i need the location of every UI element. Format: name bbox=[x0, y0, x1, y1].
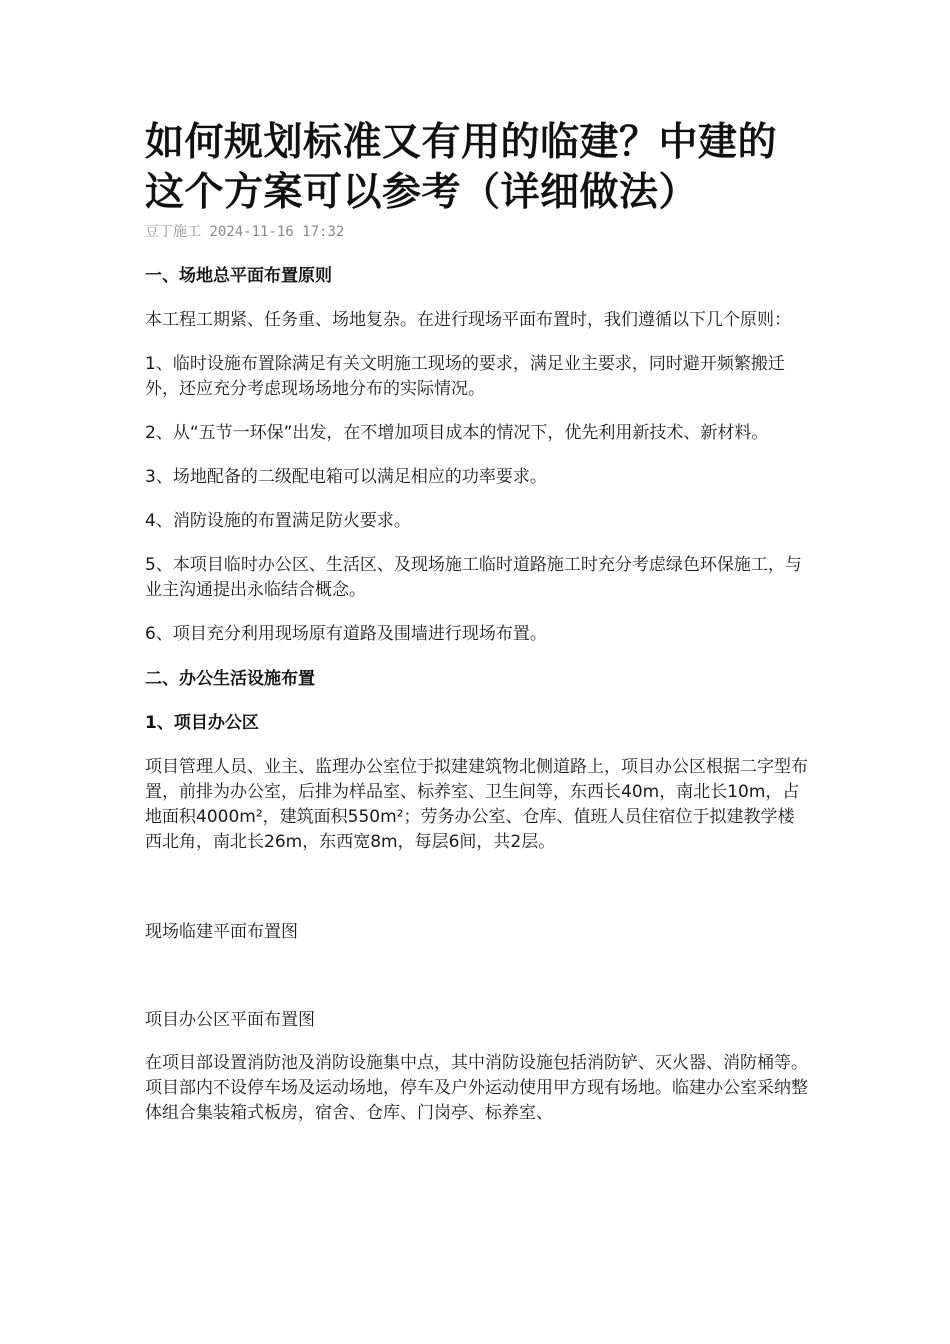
article-source: 豆丁施工 bbox=[145, 224, 201, 240]
paragraph-principle-4: 4、消防设施的布置满足防火要求。 bbox=[145, 511, 411, 531]
section-heading-2: 二、办公生活设施布置 bbox=[145, 669, 315, 689]
figure-caption-site-plan: 现场临建平面布置图 bbox=[145, 922, 298, 942]
article-title: 如何规划标准又有用的临建？中建的这个方案可以参考（详细做法） bbox=[145, 120, 778, 215]
paragraph-principle-6: 6、项目充分利用现场原有道路及围墙进行现场布置。 bbox=[145, 624, 547, 644]
section-heading-1: 一、场地总平面布置原则 bbox=[145, 266, 332, 286]
paragraph-principle-2: 2、从“五节一环保”出发，在不增加项目成本的情况下，优先利用新技术、新材料。 bbox=[145, 423, 769, 443]
paragraph-fire-facilities: 在项目部设置消防池及消防设施集中点，其中消防设施包括消防铲、灭火器、消防桶等。项目部内不设停车场及运动场地，停车及户外运动使用甲方现有场地。临建办公室采纳整体组合集装箱式板房，宿舍、仓库、门岗亭、标养室、 bbox=[145, 1053, 808, 1123]
article bbox=[145, 118, 810, 1126]
figure-caption-office-plan: 项目办公区平面布置图 bbox=[145, 1010, 315, 1030]
subsection-heading-office: 1、项目办公区 bbox=[145, 713, 259, 733]
article-meta bbox=[145, 222, 810, 242]
paragraph-principle-3: 3、场地配备的二级配电箱可以满足相应的功率要求。 bbox=[145, 467, 547, 487]
paragraph-office: 项目管理人员、业主、监理办公室位于拟建建筑物北侧道路上，项目办公区根据二字型布置，前排为办公室，后排为样品室、标养室、卫生间等，东西长40m，南北长10m，占地面积4000m²，建筑面积550m²；劳务办公室、仓库、值班人员住宿位于拟建教学楼西北角，南北长26m，东西宽8m，每层6间，共2层。 bbox=[145, 757, 808, 852]
paragraph-intro: 本工程工期紧、任务重、场地复杂。在进行现场平面布置时，我们遵循以下几个原则： bbox=[145, 310, 791, 330]
paragraph-principle-1: 1、临时设施布置除满足有关文明施工现场的要求，满足业主要求，同时避开频繁搬迁外，还应充分考虑现场场地分布的实际情况。 bbox=[145, 354, 785, 399]
paragraph-principle-5: 5、本项目临时办公区、生活区、及现场施工临时道路施工时充分考虑绿色环保施工，与业主沟通提出永临结合概念。 bbox=[145, 555, 802, 600]
article-datetime: 2024-11-16 17:32 bbox=[209, 224, 345, 240]
